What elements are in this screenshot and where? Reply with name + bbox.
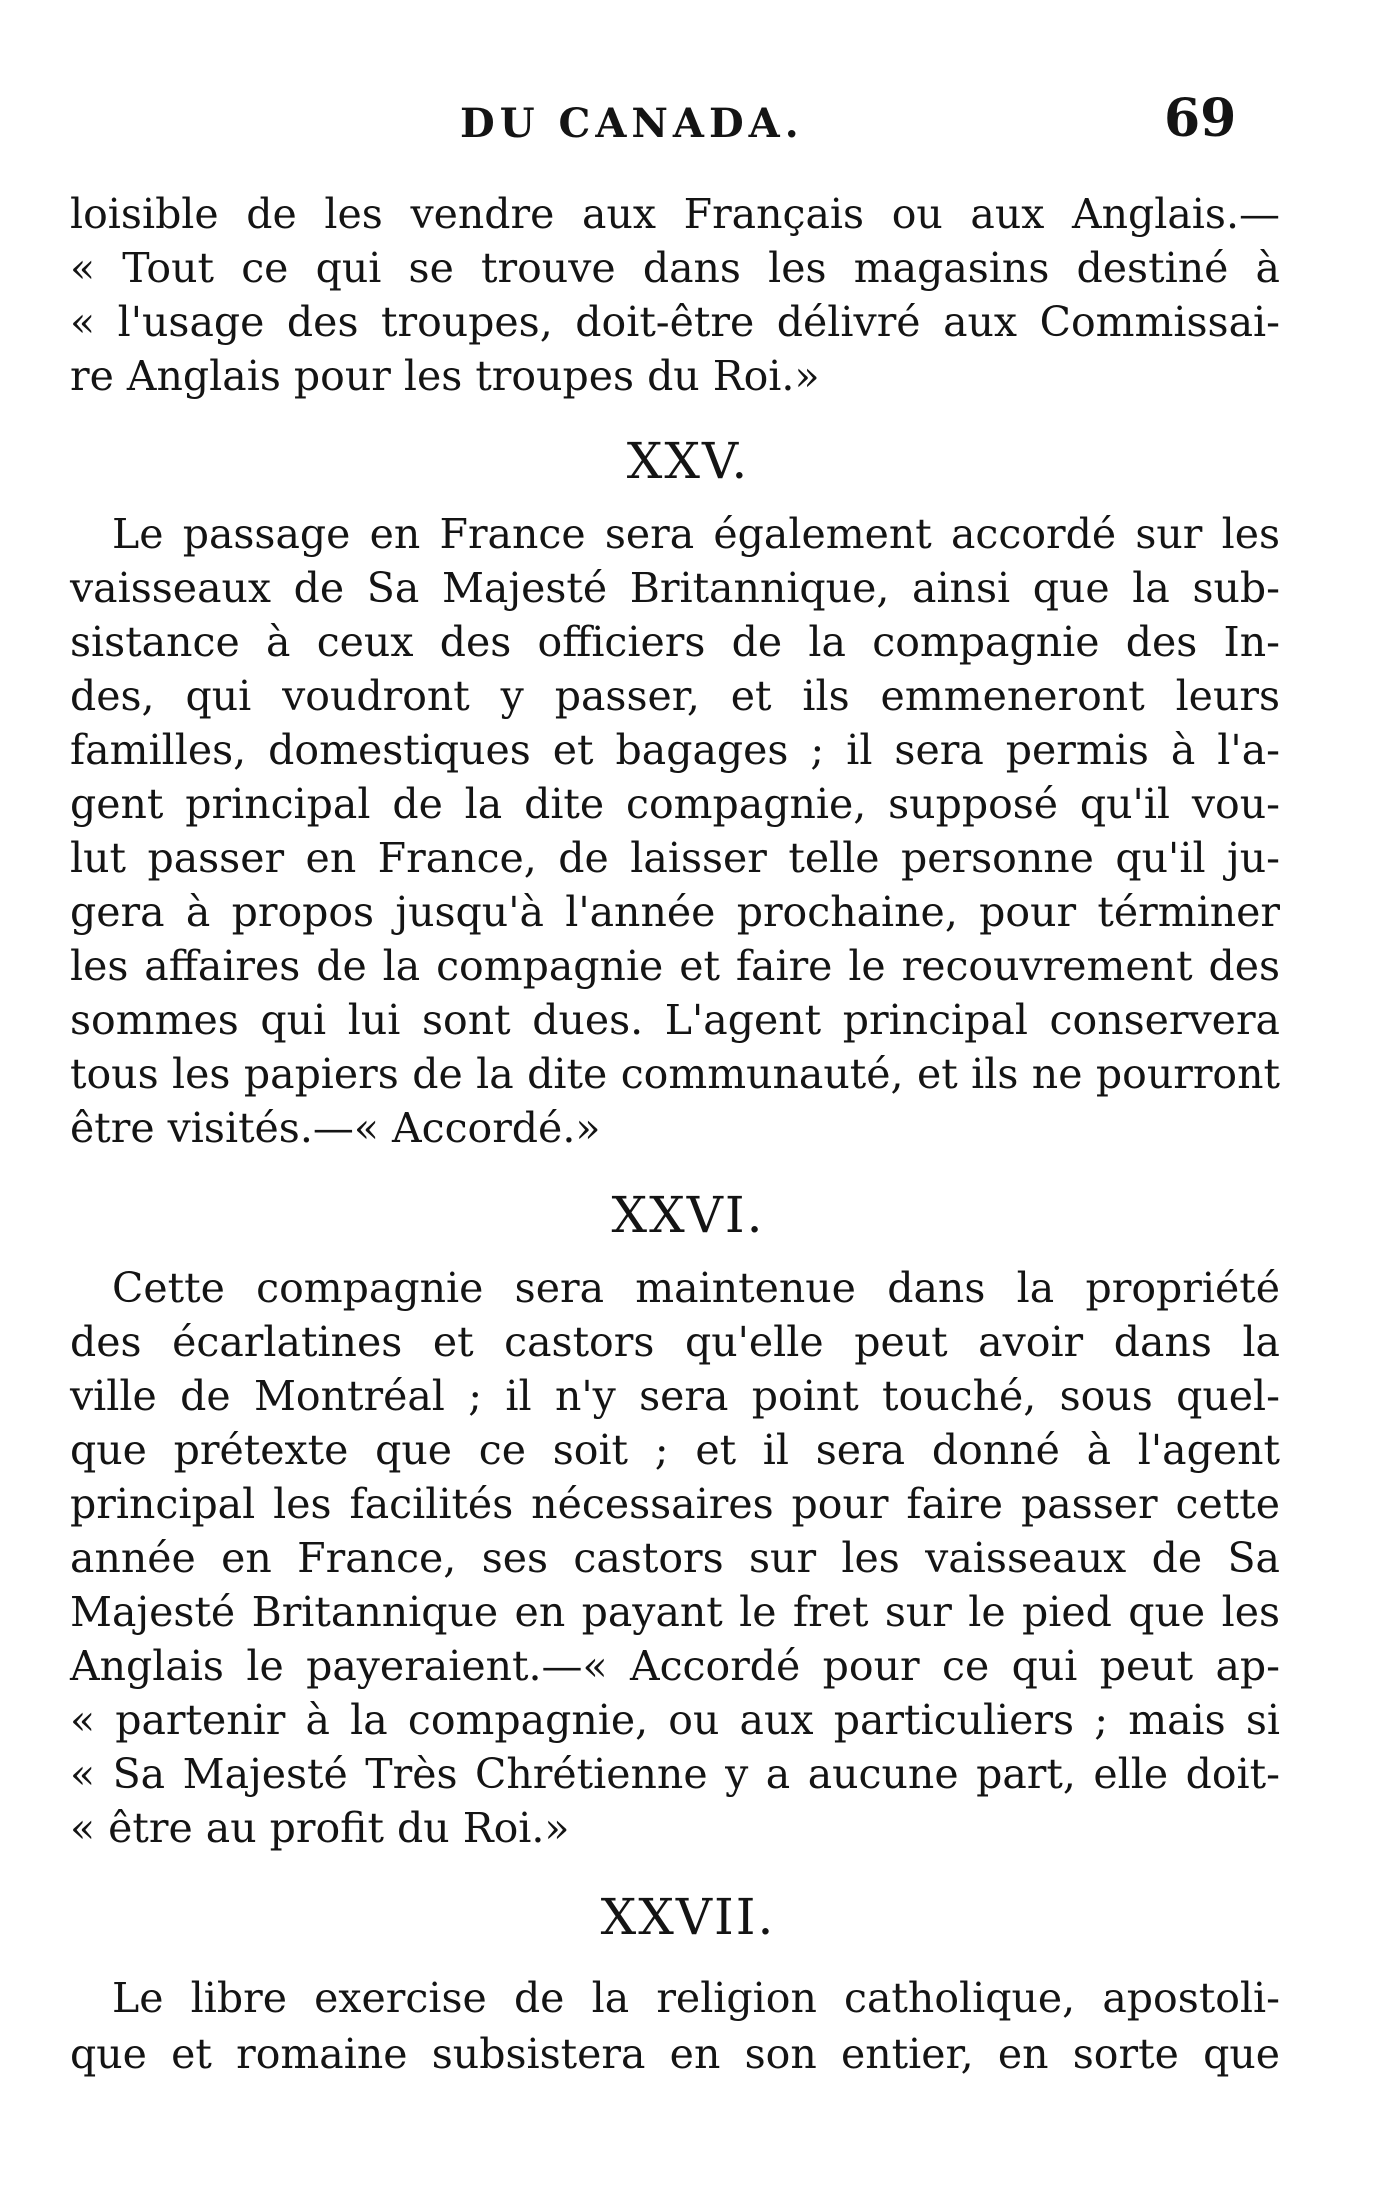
text-line: principal les facilités nécessaires pour faire passer cette xyxy=(70,1480,1280,1528)
text-line: gent principal de la dite compagnie, supposé qu'il vou- xyxy=(70,780,1280,828)
text-line: gera à propos jusqu'à l'année prochaine, pour términer xyxy=(70,888,1280,936)
text-line: lut passer en France, de laisser telle personne qu'il ju- xyxy=(70,834,1280,882)
text-line: vaisseaux de Sa Majesté Britannique, ainsi que la sub- xyxy=(70,564,1280,612)
text-line: Majesté Britannique en payant le fret sur le pied que les xyxy=(70,1588,1280,1636)
article-heading: XXVII. xyxy=(600,1888,776,1946)
text-line: Anglais le payeraient.—« Accordé pour ce qui peut ap- xyxy=(70,1642,1280,1690)
text-line: re Anglais pour les troupes du Roi.» xyxy=(70,352,820,400)
text-line: que et romaine subsistera en son entier, en sorte que xyxy=(70,2030,1280,2078)
text-line: « partenir à la compagnie, ou aux particuliers ; mais si xyxy=(70,1696,1280,1744)
article-heading: XXV. xyxy=(626,432,750,490)
page-number: 69 xyxy=(1164,88,1237,149)
text-line: les affaires de la compagnie et faire le recouvrement des xyxy=(70,942,1280,990)
text-line: des écarlatines et castors qu'elle peut avoir dans la xyxy=(70,1318,1280,1366)
text-line: des, qui voudront y passer, et ils emmeneront leurs xyxy=(70,672,1280,720)
text-line: ville de Montréal ; il n'y sera point touché, sous quel- xyxy=(70,1372,1280,1420)
text-line: « Tout ce qui se trouve dans les magasins destiné à xyxy=(70,244,1280,292)
text-line: Le passage en France sera également accordé sur les xyxy=(112,510,1280,558)
text-line: loisible de les vendre aux Français ou aux Anglais.— xyxy=(70,190,1280,238)
running-head: DU CANADA. xyxy=(460,100,804,147)
text-line: être visités.—« Accordé.» xyxy=(70,1104,601,1152)
text-line: familles, domestiques et bagages ; il sera permis à l'a- xyxy=(70,726,1280,774)
text-line: que prétexte que ce soit ; et il sera donné à l'agent xyxy=(70,1426,1280,1474)
text-line: « être au profit du Roi.» xyxy=(70,1804,570,1852)
text-line: sistance à ceux des officiers de la compagnie des In- xyxy=(70,618,1280,666)
article-heading: XXVI. xyxy=(611,1186,765,1244)
text-line: sommes qui lui sont dues. L'agent principal conservera xyxy=(70,996,1280,1044)
text-line: année en France, ses castors sur les vaisseaux de Sa xyxy=(70,1534,1280,1582)
text-line: « l'usage des troupes, doit-être délivré aux Commissai- xyxy=(70,298,1280,346)
text-line: tous les papiers de la dite communauté, et ils ne pourront xyxy=(70,1050,1280,1098)
text-line: Le libre exercise de la religion catholique, apostoli- xyxy=(112,1974,1280,2022)
text-line: « Sa Majesté Très Chrétienne y a aucune part, elle doit- xyxy=(70,1750,1280,1798)
text-line: Cette compagnie sera maintenue dans la propriété xyxy=(112,1264,1280,1312)
